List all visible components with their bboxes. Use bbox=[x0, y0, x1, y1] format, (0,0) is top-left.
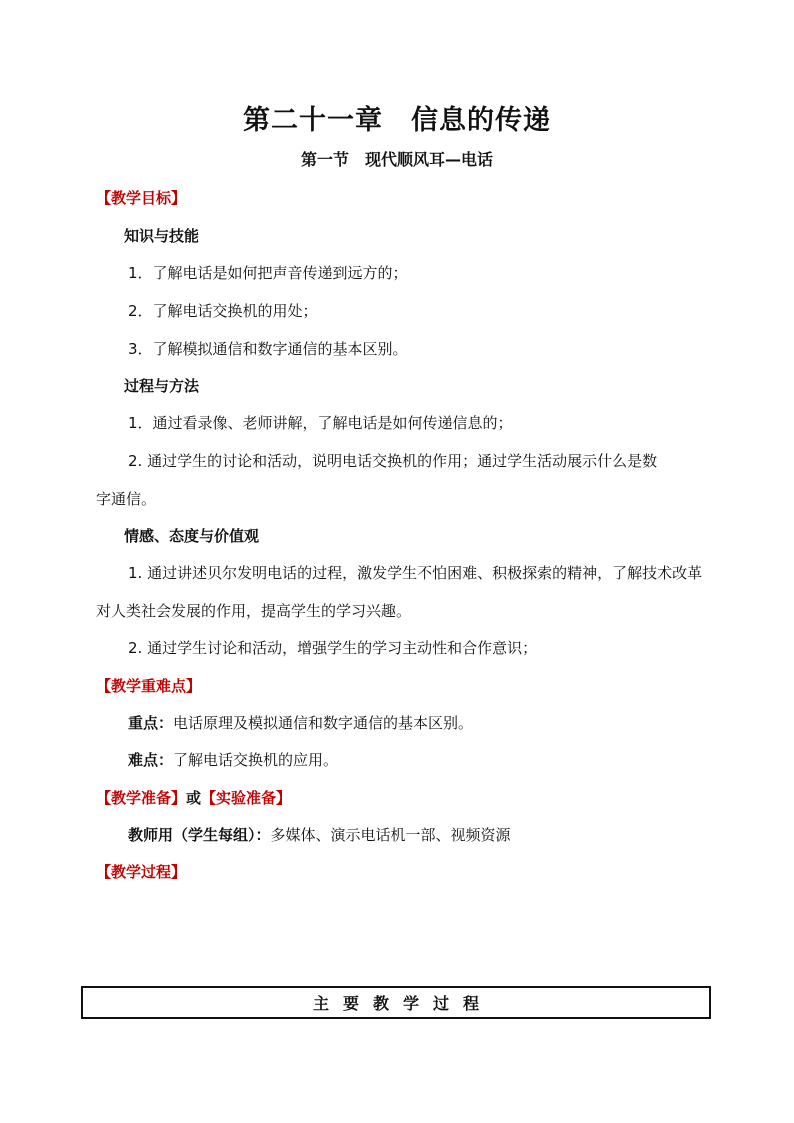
main-procedure-label: 主要教学过程 bbox=[312, 994, 493, 1013]
process-item-1: 1．通过看录像、老师讲解，了解电话是如何传递信息的； bbox=[128, 414, 513, 432]
knowledge-item-1: 1．了解电话是如何把声音传递到远方的； bbox=[128, 264, 408, 282]
preparation-label: 教师用（学生每组）： bbox=[128, 826, 271, 844]
preparation-heading bbox=[96, 788, 291, 808]
preparation-line bbox=[128, 825, 511, 845]
attitude-values-heading: 情感、态度与价值观 bbox=[124, 527, 260, 545]
attitude-item-1-continued: 对人类社会发展的作用，提高学生的学习兴趣。 bbox=[96, 602, 412, 620]
key-point-label: 重点： bbox=[128, 714, 174, 732]
knowledge-item-3: 3．了解模拟通信和数字通信的基本区别。 bbox=[128, 340, 408, 358]
difficult-point-label: 难点： bbox=[128, 751, 174, 769]
teaching-preparation-heading: 【教学准备】 bbox=[96, 789, 187, 807]
main-procedure-box bbox=[81, 986, 711, 1019]
procedure-heading: 【教学过程】 bbox=[96, 863, 187, 881]
experiment-preparation-heading: 【实验准备】 bbox=[201, 789, 292, 807]
process-method-heading: 过程与方法 bbox=[124, 377, 200, 395]
key-point-line bbox=[128, 713, 473, 733]
difficult-point-line bbox=[128, 750, 338, 770]
process-item-2: 2. 通过学生的讨论和活动，说明电话交换机的作用；通过学生活动展示什么是数 bbox=[128, 452, 658, 470]
objectives-heading: 【教学目标】 bbox=[96, 189, 187, 207]
key-points-heading: 【教学重难点】 bbox=[96, 677, 202, 695]
page-title: 第二十一章 信息的传递 bbox=[243, 105, 551, 136]
attitude-item-1: 1. 通过讲述贝尔发明电话的过程，激发学生不怕困难、积极探索的精神，了解技术改革 bbox=[128, 564, 703, 582]
key-point-text: 电话原理及模拟通信和数字通信的基本区别。 bbox=[173, 714, 474, 732]
preparation-text: 多媒体、演示电话机一部、视频资源 bbox=[270, 826, 511, 844]
attitude-item-2: 2. 通过学生讨论和活动，增强学生的学习主动性和合作意识； bbox=[128, 639, 538, 657]
preparation-connector: 或 bbox=[186, 789, 202, 807]
difficult-point-text: 了解电话交换机的应用。 bbox=[173, 751, 339, 769]
section-subtitle: 第一节 现代顺风耳—电话 bbox=[300, 150, 493, 169]
knowledge-item-2: 2．了解电话交换机的用处； bbox=[128, 302, 318, 320]
process-item-2-continued: 字通信。 bbox=[96, 490, 157, 508]
knowledge-skills-heading: 知识与技能 bbox=[124, 227, 200, 245]
